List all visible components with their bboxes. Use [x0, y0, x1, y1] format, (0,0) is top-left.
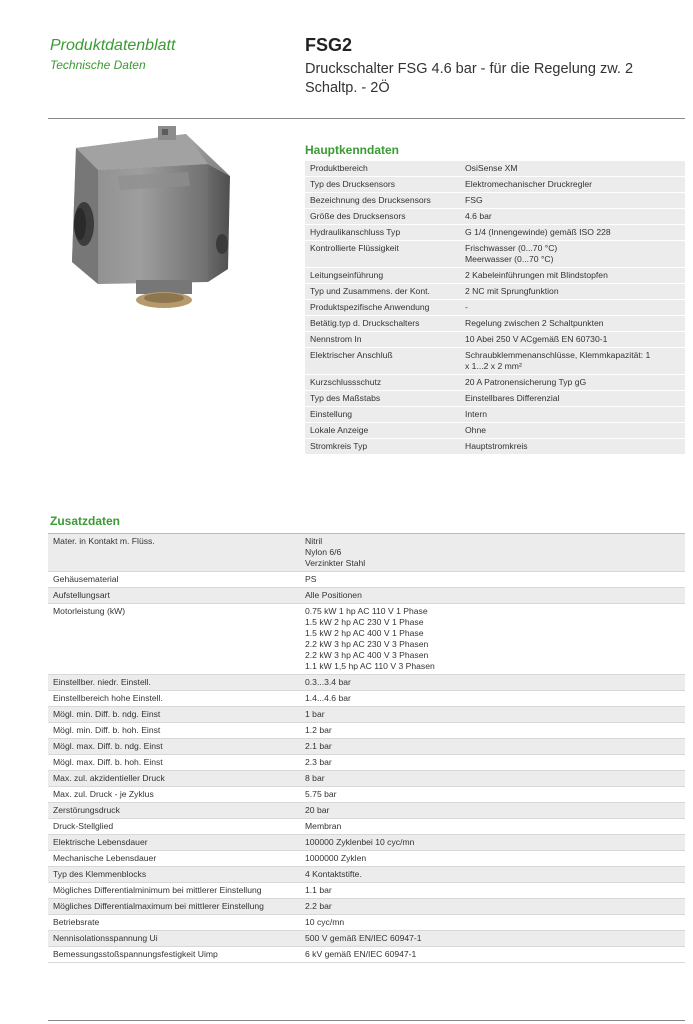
spec-key: Typ und Zusammens. der Kont.	[305, 284, 460, 300]
header-divider	[48, 118, 685, 119]
spec-key: Max. zul. akzidentieller Druck	[48, 771, 300, 787]
doc-subtitle: Technische Daten	[50, 58, 146, 72]
spec-value-line: 2.2 kW 3 hp AC 400 V 3 Phasen	[305, 650, 429, 660]
table-row	[48, 883, 685, 899]
spec-value	[300, 835, 685, 851]
spec-key: Größe des Drucksensors	[305, 209, 460, 225]
spec-key: Mögl. max. Diff. b. hoh. Einst	[53, 757, 163, 767]
spec-value-line: Intern	[465, 409, 487, 419]
spec-key: Gehäusematerial	[53, 574, 119, 584]
table-row	[48, 723, 685, 739]
spec-value	[300, 755, 685, 771]
spec-key: Leitungseinführung	[305, 268, 460, 284]
spec-value-line: 2.3 bar	[305, 757, 332, 767]
table-row	[305, 284, 685, 300]
spec-value	[300, 588, 685, 604]
spec-value-line: 10 cyc/mn	[305, 917, 345, 927]
spec-value-line: FSG	[465, 195, 483, 205]
spec-value	[460, 391, 685, 407]
spec-key: Motorleistung (kW)	[53, 606, 126, 616]
table-row	[48, 739, 685, 755]
spec-value-line: Elektromechanischer Druckregler	[465, 179, 593, 189]
spec-value-line: Meerwasser (0...70 °C)	[465, 254, 554, 264]
spec-value	[300, 947, 685, 963]
product-code: FSG2	[305, 35, 353, 55]
spec-value-line: 1.4...4.6 bar	[305, 693, 351, 703]
spec-value	[300, 604, 685, 675]
spec-value	[300, 803, 685, 819]
spec-value-line: Einstellbares Differenzial	[465, 393, 560, 403]
spec-value-line: 10 Abei 250 V ACgemäß EN 60730-1	[465, 334, 608, 344]
table-row	[48, 915, 685, 931]
spec-key: Druck-Stellglied	[53, 821, 114, 831]
spec-value-line: Nylon 6/6	[305, 547, 342, 557]
spec-key: Kurzschlussschutz	[305, 375, 460, 391]
spec-value-line: x 1...2 x 2 mm²	[465, 361, 522, 371]
spec-key: Einstellung	[305, 407, 460, 423]
table-row	[305, 316, 685, 332]
table-row	[48, 819, 685, 835]
table-row	[305, 300, 685, 316]
spec-key: Elektrischer Anschluß	[305, 348, 460, 375]
spec-value	[460, 300, 685, 316]
spec-value-line: Ohne	[465, 425, 487, 435]
spec-value	[300, 739, 685, 755]
spec-key: Mögliches Differentialminimum bei mittlerer Einstellung	[53, 885, 262, 895]
table-row	[48, 691, 685, 707]
spec-value	[300, 723, 685, 739]
spec-value-line: Alle Positionen	[305, 590, 362, 600]
spec-value-line: Frischwasser (0...70 °C)	[465, 243, 558, 253]
spec-value	[460, 375, 685, 391]
spec-value-line: 1 bar	[305, 709, 325, 719]
spec-value-line: Nitril	[305, 536, 323, 546]
spec-value-line: OsiSense XM	[465, 163, 518, 173]
spec-value	[460, 348, 685, 375]
spec-value	[300, 675, 685, 691]
spec-key: Typ des Klemmenblocks	[48, 867, 300, 883]
spec-value-line: Regelung zwischen 2 Schaltpunkten	[465, 318, 604, 328]
table-row	[48, 675, 685, 691]
spec-key: Max. zul. Druck - je Zyklus	[53, 789, 154, 799]
spec-value	[460, 177, 685, 193]
spec-key: Mögl. min. Diff. b. hoh. Einst	[53, 725, 161, 735]
spec-value-line: 1.1 bar	[305, 885, 332, 895]
spec-key: Zerstörungsdruck	[48, 803, 300, 819]
spec-key: Nennisolationsspannung Ui	[48, 931, 300, 947]
spec-value	[460, 268, 685, 284]
product-description: Druckschalter FSG 4.6 bar - für die Regelung zw. 2 Schaltp. - 2Ö	[305, 61, 634, 96]
spec-value	[300, 787, 685, 803]
spec-value	[460, 423, 685, 439]
table-row	[305, 209, 685, 225]
spec-value-line: 100000 Zyklenbei 10 cyc/mn	[305, 837, 415, 847]
spec-value	[460, 161, 685, 177]
spec-key: Mechanische Lebensdauer	[53, 853, 157, 863]
footer-divider	[48, 1020, 685, 1021]
spec-value-line: 20 bar	[305, 805, 330, 815]
spec-key: Betätig.typ d. Druckschalters	[305, 316, 460, 332]
spec-value	[300, 899, 685, 915]
table-row	[305, 268, 685, 284]
additional-specs-table	[48, 533, 685, 963]
spec-value-line: 2.2 kW 3 hp AC 230 V 3 Phasen	[305, 639, 429, 649]
table-row	[305, 391, 685, 407]
spec-value	[460, 241, 685, 268]
spec-value-line: G 1/4 (Innengewinde) gemäß ISO 228	[465, 227, 611, 237]
spec-value-line: 1.1 kW 1,5 hp AC 110 V 3 Phasen	[305, 661, 435, 671]
table-row	[305, 332, 685, 348]
table-row	[48, 835, 685, 851]
spec-value	[460, 407, 685, 423]
spec-value-line: 4.6 bar	[465, 211, 492, 221]
table-row	[305, 161, 685, 177]
table-row	[48, 803, 685, 819]
table-row	[48, 931, 685, 947]
spec-value	[460, 316, 685, 332]
spec-value	[300, 819, 685, 835]
spec-value	[300, 867, 685, 883]
spec-value-line: 1000000 Zyklen	[305, 853, 367, 863]
additional-section-title: Zusatzdaten	[50, 514, 121, 528]
spec-key: Typ des Maßstabs	[305, 391, 460, 407]
spec-value-line: Hauptstromkreis	[465, 441, 528, 451]
table-row	[305, 423, 685, 439]
spec-key: Bezeichnung des Drucksensors	[305, 193, 460, 209]
spec-value	[300, 534, 685, 572]
spec-value	[300, 691, 685, 707]
table-row	[48, 771, 685, 787]
spec-value-line: 2 NC mit Sprungfunktion	[465, 286, 559, 296]
main-section-title: Hauptkenndaten	[305, 143, 400, 157]
spec-key: Betriebsrate	[53, 917, 100, 927]
spec-value-line: 500 V gemäß EN/IEC 60947-1	[305, 933, 422, 943]
spec-value	[300, 915, 685, 931]
table-row	[48, 787, 685, 803]
spec-value	[460, 209, 685, 225]
table-row	[305, 375, 685, 391]
spec-key: Produktspezifische Anwendung	[305, 300, 460, 316]
spec-key: Hydraulikanschluss Typ	[305, 225, 460, 241]
spec-key: Mögl. max. Diff. b. ndg. Einst	[48, 739, 300, 755]
spec-value-line: Membran	[305, 821, 342, 831]
spec-key: Bemessungsstoßspannungsfestigkeit Uimp	[53, 949, 218, 959]
spec-key: Kontrollierte Flüssigkeit	[305, 241, 460, 268]
spec-value	[300, 851, 685, 867]
spec-key: Produktbereich	[305, 161, 460, 177]
table-row	[48, 572, 685, 588]
spec-value-line: 6 kV gemäß EN/IEC 60947-1	[305, 949, 417, 959]
spec-value-line: 1.5 kW 2 hp AC 230 V 1 Phase	[305, 617, 424, 627]
spec-value-line: 0.3...3.4 bar	[305, 677, 351, 687]
spec-value-line: 1.2 bar	[305, 725, 332, 735]
spec-key: Einstellbereich hohe Einstell.	[53, 693, 163, 703]
table-row	[48, 604, 685, 675]
table-row	[305, 177, 685, 193]
main-specs-table	[305, 161, 685, 455]
table-row	[305, 193, 685, 209]
spec-key: Aufstellungsart	[48, 588, 300, 604]
table-row	[305, 348, 685, 375]
spec-key: Nennstrom In	[305, 332, 460, 348]
spec-value-line: -	[465, 302, 468, 312]
spec-value-line: Verzinkter Stahl	[305, 558, 366, 568]
spec-value-line: 4 Kontaktstifte.	[305, 869, 362, 879]
spec-value-line: Schraubklemmenanschlüsse, Klemmkapazität: 1	[465, 350, 651, 360]
table-row	[305, 407, 685, 423]
spec-value-line: 1.5 kW 2 hp AC 400 V 1 Phase	[305, 628, 424, 638]
table-row	[305, 439, 685, 455]
spec-value-line: 8 bar	[305, 773, 325, 783]
spec-key: Lokale Anzeige	[305, 423, 460, 439]
spec-value-line: 2.1 bar	[305, 741, 332, 751]
spec-key: Elektrische Lebensdauer	[48, 835, 300, 851]
spec-key: Mater. in Kontakt m. Flüss.	[48, 534, 300, 572]
table-row	[48, 707, 685, 723]
spec-value	[460, 225, 685, 241]
spec-value	[300, 771, 685, 787]
spec-value-line: 20 A Patronensicherung Typ gG	[465, 377, 587, 387]
spec-value	[300, 707, 685, 723]
table-row	[305, 225, 685, 241]
spec-value-line: PS	[305, 574, 317, 584]
spec-key: Mögliches Differentialmaximum bei mittlerer Einstellung	[48, 899, 300, 915]
spec-value	[460, 193, 685, 209]
table-row	[48, 534, 685, 572]
header-left	[50, 36, 175, 73]
spec-key: Einstellber. niedr. Einstell.	[48, 675, 300, 691]
header-right	[305, 34, 685, 98]
table-row	[305, 241, 685, 268]
table-row	[48, 947, 685, 963]
table-row	[48, 867, 685, 883]
spec-value	[460, 332, 685, 348]
spec-key: Mögl. min. Diff. b. ndg. Einst	[48, 707, 300, 723]
table-row	[48, 851, 685, 867]
spec-value	[300, 931, 685, 947]
table-row	[48, 755, 685, 771]
spec-value-line: 0.75 kW 1 hp AC 110 V 1 Phase	[305, 606, 428, 616]
pressure-switch-photo	[58, 124, 258, 314]
table-row	[48, 588, 685, 604]
table-row	[48, 899, 685, 915]
spec-value-line: 5.75 bar	[305, 789, 337, 799]
spec-key: Stromkreis Typ	[305, 439, 460, 455]
spec-value	[460, 284, 685, 300]
spec-value-line: 2 Kabeleinführungen mit Blindstopfen	[465, 270, 608, 280]
spec-value-line: 2.2 bar	[305, 901, 332, 911]
spec-value	[460, 439, 685, 455]
doc-title: Produktdatenblatt	[50, 37, 176, 54]
spec-key: Typ des Drucksensors	[305, 177, 460, 193]
spec-value	[300, 572, 685, 588]
spec-value	[300, 883, 685, 899]
